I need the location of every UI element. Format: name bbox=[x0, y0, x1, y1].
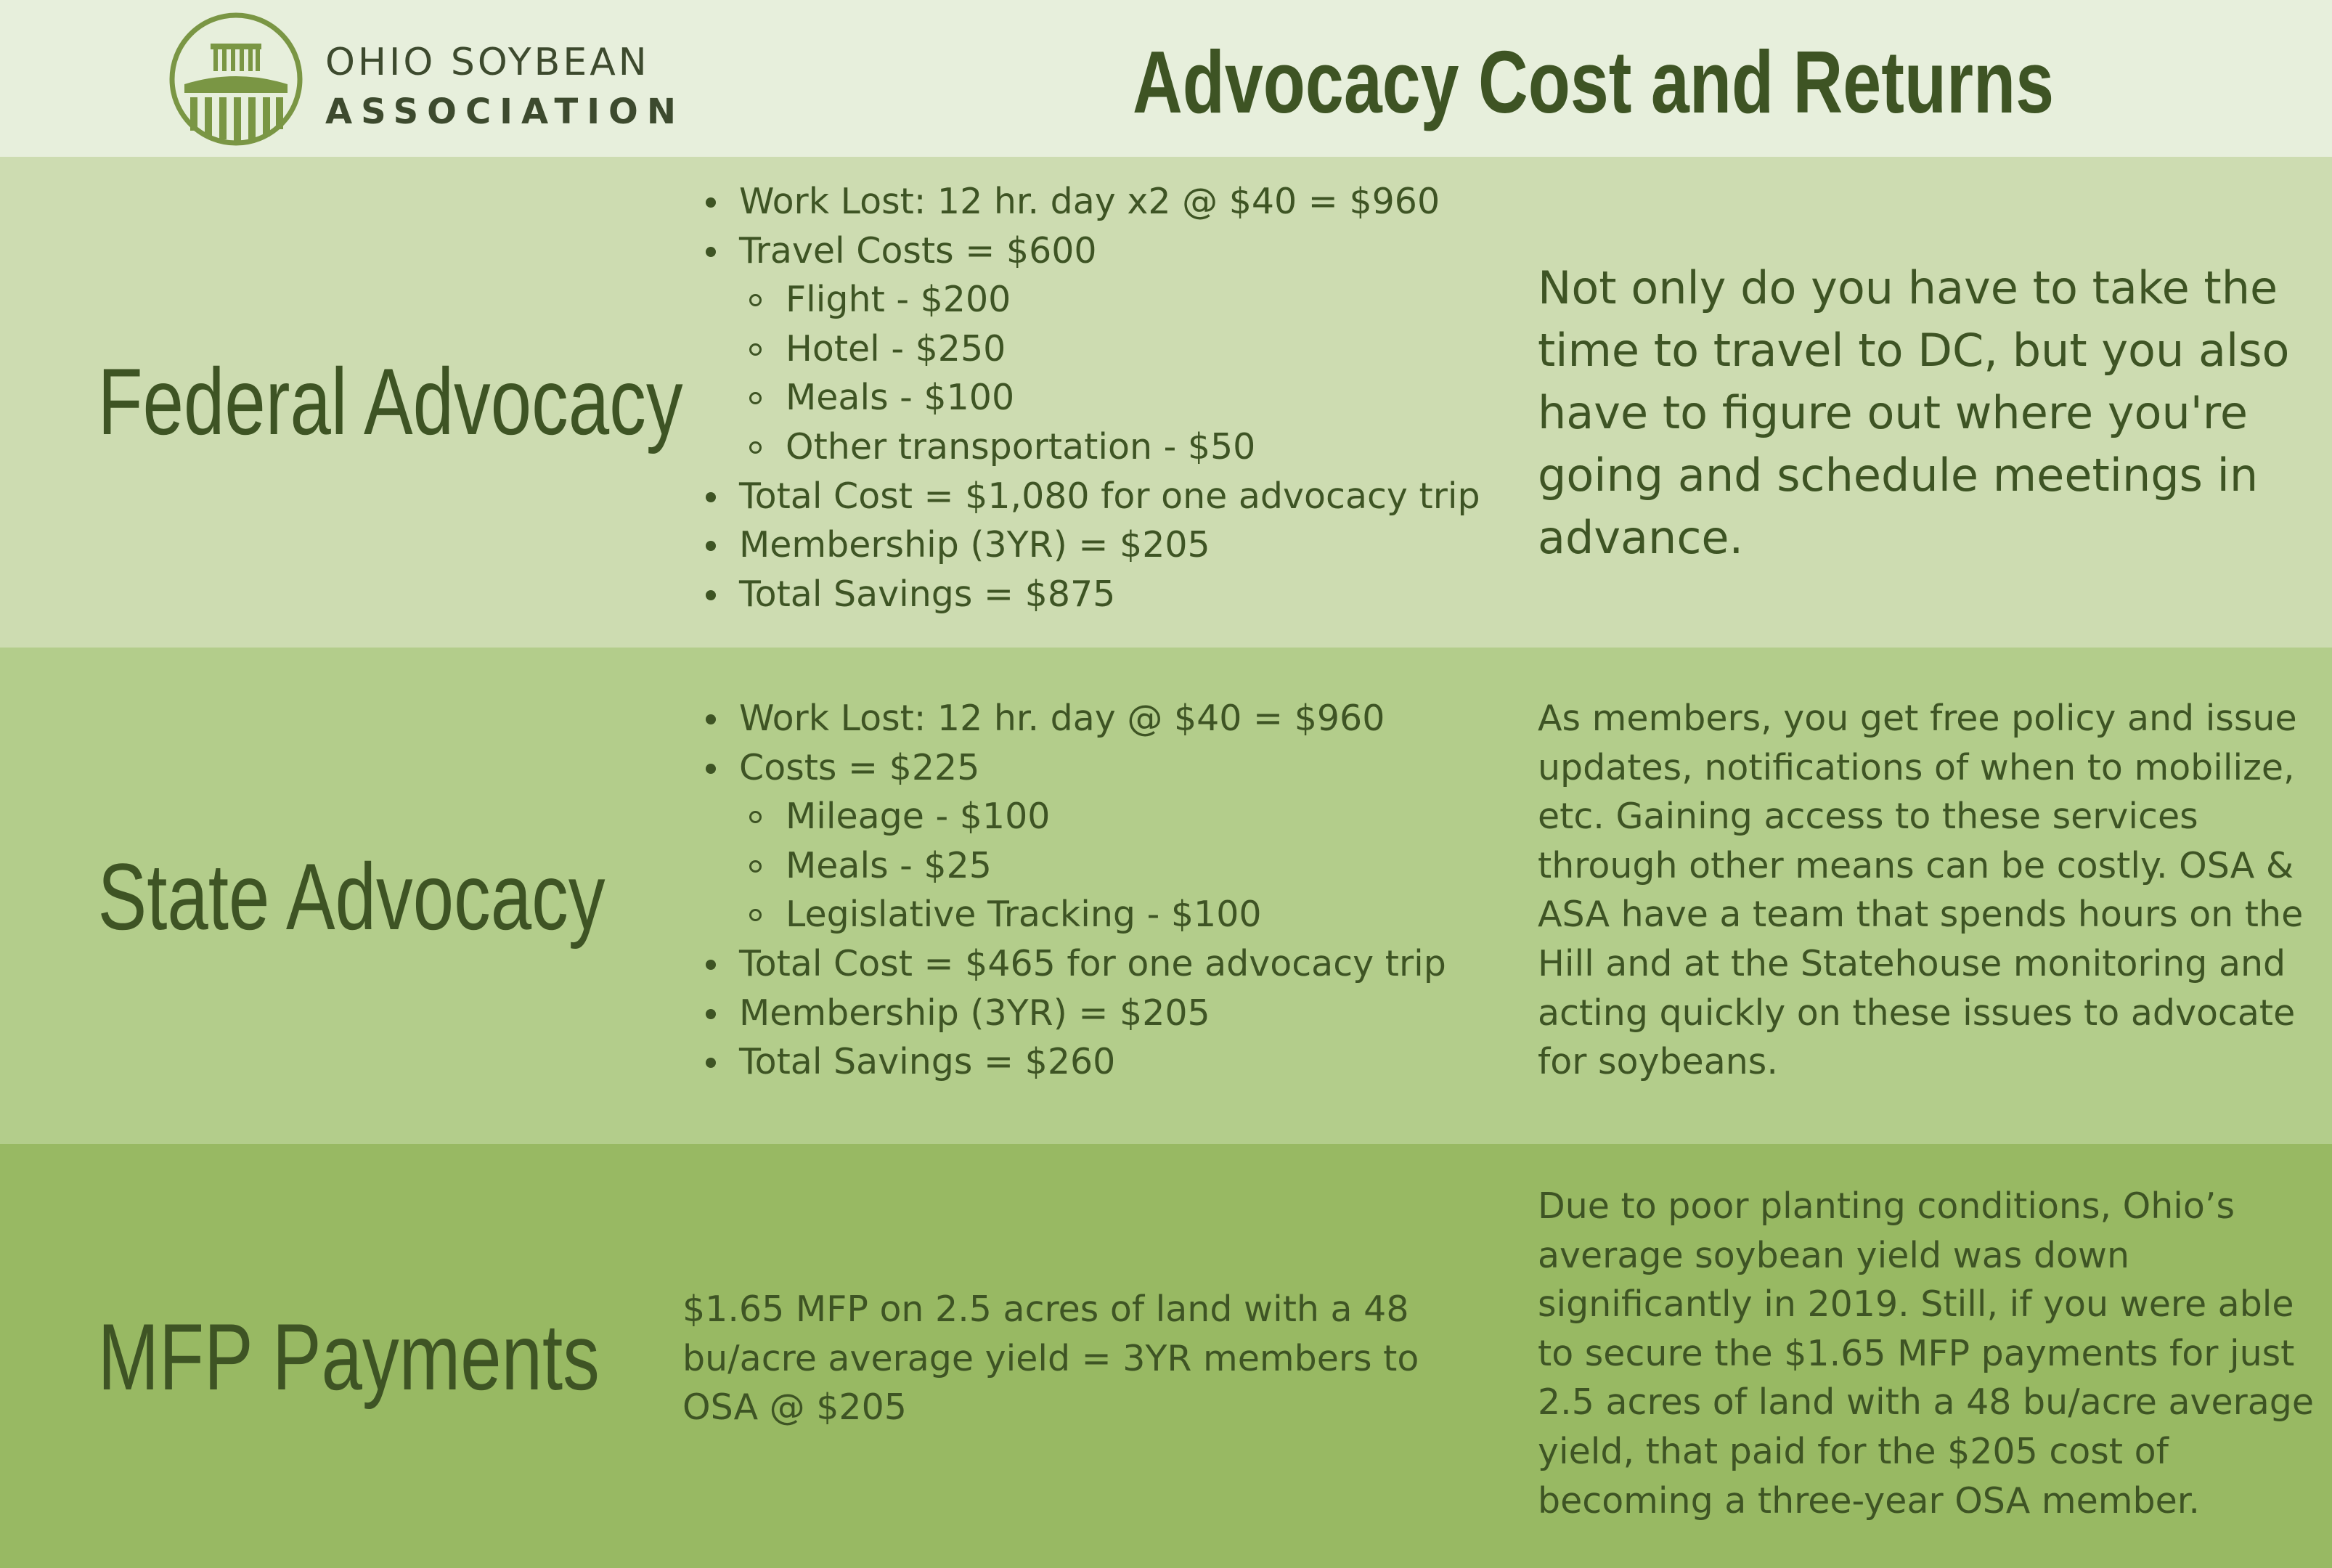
list-item: Total Savings = $260 bbox=[697, 1037, 1446, 1087]
list-item: Travel Costs = $600 bbox=[697, 226, 1480, 276]
mfp-payments-title: MFP Payments bbox=[97, 1304, 600, 1410]
list-subitem: Flight - $200 bbox=[697, 275, 1480, 324]
federal-description: Not only do you have to take the time to travel to DC, but you also have to figure out where you're going and schedule meetings in advance. bbox=[1538, 261, 2290, 564]
list-subitem: Other transportation - $50 bbox=[697, 422, 1480, 472]
federal-advocacy-section bbox=[0, 157, 2332, 648]
federal-advocacy-title: Federal Advocacy bbox=[97, 348, 683, 454]
state-cost-list bbox=[697, 694, 1446, 1087]
statehouse-logo-icon bbox=[168, 12, 303, 147]
logo-text-line2: ASSOCIATION bbox=[325, 91, 685, 132]
state-description: As members, you get free policy and issue updates, notifications of when to mobilize, etc. Gaining access to these services through other means can be costly. OSA & ASA have a team that spends hours on the Hill and at the Statehouse monitoring and acting quickly on these issues to advocate for soybeans. bbox=[1538, 698, 2304, 1083]
mfp-summary: $1.65 MFP on 2.5 acres of land with a 48 bu/acre average yield = 3YR members to OSA @ $205 bbox=[682, 1289, 1419, 1429]
list-subitem: Legislative Tracking - $100 bbox=[697, 890, 1446, 939]
list-item: Costs = $225 bbox=[697, 743, 1446, 793]
logo-text-line1: OHIO SOYBEAN bbox=[325, 41, 650, 84]
list-item: Membership (3YR) = $205 bbox=[697, 520, 1480, 570]
state-advocacy-section bbox=[0, 648, 2332, 1144]
page-title: Advocacy Cost and Returns bbox=[1133, 33, 2055, 131]
federal-cost-list bbox=[697, 177, 1480, 618]
list-item: Total Cost = $465 for one advocacy trip bbox=[697, 939, 1446, 989]
list-subitem: Mileage - $100 bbox=[697, 792, 1446, 841]
list-item: Total Savings = $875 bbox=[697, 570, 1480, 619]
list-subitem: Hotel - $250 bbox=[697, 324, 1480, 374]
list-item: Membership (3YR) = $205 bbox=[697, 989, 1446, 1038]
header bbox=[0, 0, 2332, 157]
list-subitem: Meals - $100 bbox=[697, 373, 1480, 422]
state-advocacy-title: State Advocacy bbox=[97, 844, 606, 950]
mfp-description: Due to poor planting conditions, Ohio’s average soybean yield was down significantly in 2019. Still, if you were able to secure the $1.65 MFP payments for just 2.5 acres of land with a 48 bu/acre average yield, that paid for the $205 cost of becoming a three-year OSA member. bbox=[1538, 1185, 2315, 1522]
list-item: Total Cost = $1,080 for one advocacy trip bbox=[697, 472, 1480, 521]
list-item: Work Lost: 12 hr. day @ $40 = $960 bbox=[697, 694, 1446, 743]
list-item: Work Lost: 12 hr. day x2 @ $40 = $960 bbox=[697, 177, 1480, 226]
list-subitem: Meals - $25 bbox=[697, 841, 1446, 891]
